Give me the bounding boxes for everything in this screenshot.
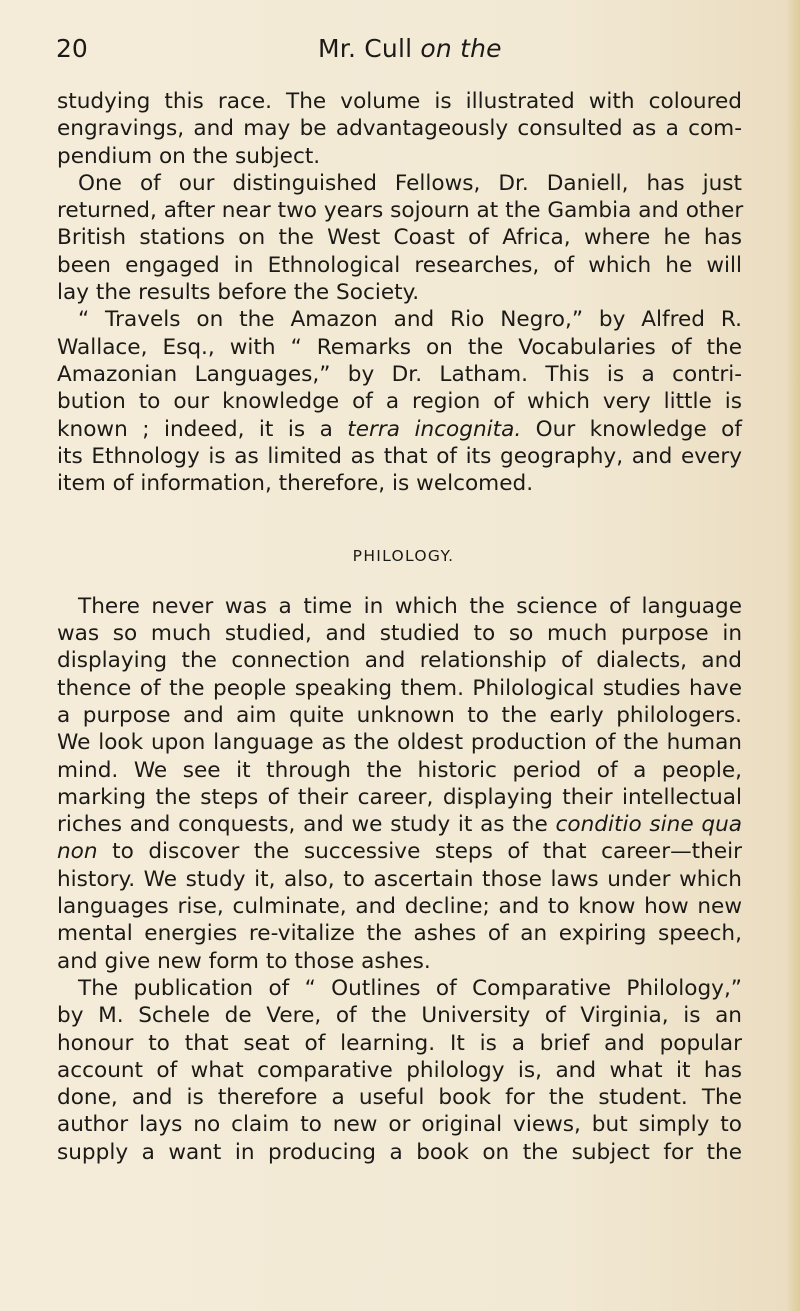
text-line: studying this race. The volume is illustrated with coloured <box>57 89 742 114</box>
text-line: history. We study it, also, to ascertain those laws under which <box>57 866 742 892</box>
text-line: been engaged in Ethnological researches, of which he will <box>57 252 742 278</box>
text-run: to discover the successive steps of that career—their <box>97 839 742 865</box>
text-line: lay the results before the Society. <box>57 280 420 306</box>
text-line: Amazonian Languages,” by Dr. Latham. This is a contri- <box>57 361 742 387</box>
running-head-italic: on the <box>420 34 502 63</box>
text-line: Wallace, Esq., with “ Remarks on the Vocabularies of the <box>57 334 742 360</box>
body-text <box>57 88 742 1166</box>
text-line: “ Travels on the Amazon and Rio Negro,” by Alfred R. <box>78 307 742 333</box>
text-line: One of our distinguished Fellows, Dr. Daniell, has just <box>78 170 742 196</box>
text-line: displaying the connection and relationship of dialects, and <box>57 648 742 674</box>
text-line: We look upon language as the oldest production of the human <box>57 730 742 756</box>
text-line: pendium on the subject. <box>57 143 321 169</box>
text-line: mind. We see it through the historic period of a people, <box>57 757 742 783</box>
section-heading: PHILOLOGY. <box>352 547 455 566</box>
text-line: item of information, therefore, is welcomed. <box>57 471 534 497</box>
text-line <box>57 838 742 865</box>
text-line: was so much studied, and studied to so much purpose in <box>57 621 742 647</box>
text-line: bution to our knowledge of a region of which very little is <box>57 389 742 415</box>
text-line: marking the steps of their career, displaying their intellectual <box>57 784 742 810</box>
text-line: British stations on the West Coast of Africa, where he has <box>57 225 742 251</box>
text-line <box>57 416 742 443</box>
page-edge-shading <box>786 0 800 1311</box>
page-header <box>0 34 800 74</box>
text-run: riches and conquests, and we study it as the <box>57 812 556 838</box>
text-line: supply a want in producing a book on the subject for the <box>57 1139 742 1165</box>
running-head-author: Mr. Cull <box>318 34 413 63</box>
text-line: author lays no claim to new or original views, but simply to <box>57 1112 742 1138</box>
text-line: The publication of “ Outlines of Comparative Philology,” <box>78 975 742 1001</box>
running-head <box>318 34 502 63</box>
text-run: known ; indeed, it is a <box>57 416 348 442</box>
page-number: 20 <box>56 34 88 63</box>
italic-phrase: non <box>57 839 98 865</box>
italic-phrase: conditio sine qua <box>555 812 743 838</box>
text-line: returned, after near two years sojourn at the Gambia and other <box>57 198 744 224</box>
text-line: a purpose and aim quite unknown to the early philologers. <box>57 702 742 728</box>
text-line: languages rise, culminate, and decline; and to know how new <box>57 894 742 920</box>
text-line: by M. Schele de Vere, of the University of Virginia, is an <box>57 1003 742 1029</box>
italic-phrase: terra incognita. <box>347 416 522 442</box>
text-line <box>57 811 742 838</box>
text-line: There never was a time in which the science of language <box>78 593 742 619</box>
text-run: Our knowledge of <box>521 416 742 442</box>
text-line: mental energies re-vitalize the ashes of an expiring speech, <box>57 921 742 947</box>
text-line: honour to that seat of learning. It is a brief and popular <box>57 1030 742 1056</box>
text-line: and give new form to those ashes. <box>57 948 431 974</box>
text-line: done, and is therefore a useful book for the student. The <box>57 1085 742 1111</box>
text-line: account of what comparative philology is, and what it has <box>57 1057 742 1083</box>
text-line: engravings, and may be advantageously consulted as a com- <box>57 116 742 142</box>
text-line: its Ethnology is as limited as that of its geography, and every <box>57 443 742 469</box>
text-line: thence of the people speaking them. Philological studies have <box>57 675 742 701</box>
